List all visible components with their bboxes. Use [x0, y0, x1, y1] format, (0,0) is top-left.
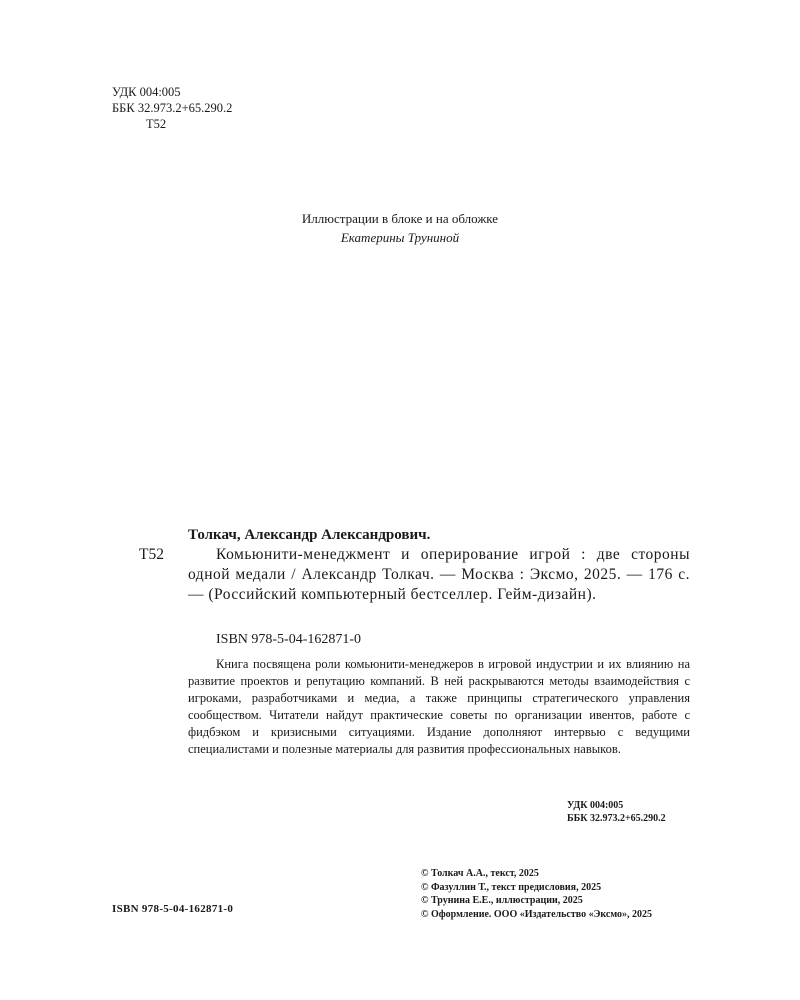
isbn-footer: ISBN 978-5-04-162871-0 — [112, 903, 234, 915]
annotation: Книга посвящена роли комьюнити-менеджеров в игровой индустрии и их влиянию на развитие проектов и репутацию компаний. В ней раскрываются методы взаимодействия с игроками, разработчиками и медиа, а также принципы стратегического управления сообществом. Читатели найдут практические советы по организации ивентов, работе с фидбэком и кризисными ситуациями. Издание дополняют интервью с ведущими специалистами и полезные материалы для развития профессиональных навыков. — [188, 657, 690, 756]
illustration-credit — [0, 209, 800, 247]
classification-block — [112, 84, 232, 132]
author-mark: Т52 — [146, 117, 167, 131]
author-mark-entry: Т52 — [139, 546, 164, 563]
udk-code: УДК 004:005 — [112, 85, 181, 99]
footer-bbk-code: ББК 32.973.2+65.290.2 — [567, 813, 666, 824]
footer-udk-code: УДК 004:005 — [567, 800, 624, 811]
illustration-credit-line: Иллюстрации в блоке и на обложке — [301, 211, 499, 226]
copyright-block — [421, 867, 652, 921]
author-heading: Толкач, Александр Александрович. — [188, 527, 431, 543]
copyright-line: © Толкач А.А., текст, 2025 — [421, 868, 539, 879]
isbn: ISBN 978-5-04-162871-0 — [216, 632, 362, 647]
bbk-code: ББК 32.973.2+65.290.2 — [112, 101, 233, 115]
bibliographic-description: Комьюнити-менеджмент и оперирование игрой : две стороны одной медали / Александр Толкач. — Москва : Эксмо, 2025. — 176 с. — (Российский компьютерный бестселлер. Гейм-дизайн). — [188, 546, 690, 603]
copyright-line: © Трунина Е.Е., иллюстрации, 2025 — [421, 895, 583, 906]
copyright-line: © Оформление. ООО «Издательство «Эксмо», 2025 — [421, 908, 652, 920]
footer-classification — [567, 799, 666, 825]
copyright-line: © Фазуллин Т., текст предисловия, 2025 — [421, 881, 602, 893]
illustrator-name: Екатерины Труниной — [340, 230, 460, 245]
